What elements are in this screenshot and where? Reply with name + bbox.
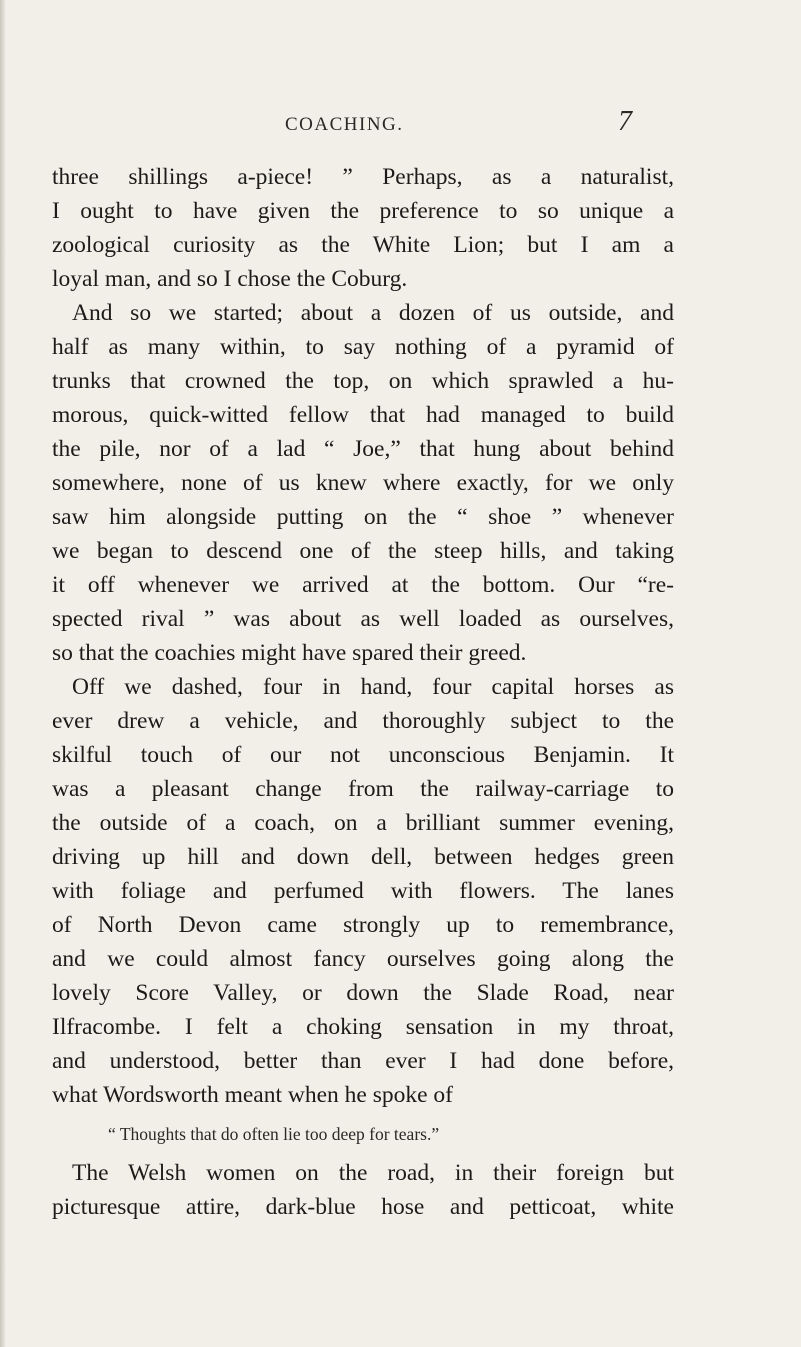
body-text <box>52 160 674 1224</box>
block-quote: “ Thoughts that do often lie too deep for tears.” <box>108 1124 440 1144</box>
text-line: ever drew a vehicle, and thoroughly subject to the <box>52 708 674 734</box>
text-line: skilful touch of our not unconscious Benjamin. It <box>52 742 674 768</box>
page-header <box>0 108 801 138</box>
text-line: the pile, nor of a lad “ Joe,” that hung about behind <box>52 436 674 462</box>
running-head: COACHING. <box>285 114 404 135</box>
text-line: three shillings a-piece! ” Perhaps, as a naturalist, <box>52 164 674 190</box>
text-line: Off we dashed, four in hand, four capital horses as <box>72 674 674 700</box>
text-line: and we could almost fancy ourselves going along the <box>52 946 674 972</box>
text-line: Ilfracombe. I felt a choking sensation in my throat, <box>52 1014 674 1040</box>
text-line: what Wordsworth meant when he spoke of <box>52 1082 454 1108</box>
text-line: loyal man, and so I chose the Coburg. <box>52 266 408 292</box>
text-line: we began to descend one of the steep hills, and taking <box>52 538 674 564</box>
text-line: and understood, better than ever I had done before, <box>52 1048 674 1074</box>
text-line: saw him alongside putting on the “ shoe ” whenever <box>52 504 674 530</box>
text-line: I ought to have given the preference to so unique a <box>52 198 674 224</box>
text-line: spected rival ” was about as well loaded as ourselves, <box>52 606 674 632</box>
text-line: lovely Score Valley, or down the Slade Road, near <box>52 980 674 1006</box>
text-line: with foliage and perfumed with flowers. The lanes <box>52 878 674 904</box>
text-line: was a pleasant change from the railway-carriage to <box>52 776 674 802</box>
text-line: of North Devon came strongly up to remembrance, <box>52 912 674 938</box>
text-line: The Welsh women on the road, in their foreign but <box>72 1160 674 1186</box>
page-gutter-shadow <box>0 0 6 1347</box>
text-line: And so we started; about a dozen of us outside, and <box>72 300 674 326</box>
text-line: half as many within, to say nothing of a pyramid of <box>52 334 674 360</box>
text-line: the outside of a coach, on a brilliant summer evening, <box>52 810 674 836</box>
text-line: somewhere, none of us knew where exactly, for we only <box>52 470 674 496</box>
text-line: trunks that crowned the top, on which sprawled a hu- <box>52 368 674 394</box>
text-line: picturesque attire, dark-blue hose and petticoat, white <box>52 1194 674 1220</box>
text-line: so that the coachies might have spared their greed. <box>52 640 527 666</box>
text-line: it off whenever we arrived at the bottom. Our “re- <box>52 572 674 598</box>
text-line: driving up hill and down dell, between hedges green <box>52 844 674 870</box>
text-line: zoological curiosity as the White Lion; but I am a <box>52 232 674 258</box>
text-line: morous, quick-witted fellow that had managed to build <box>52 402 674 428</box>
page-number: 7 <box>618 106 632 137</box>
